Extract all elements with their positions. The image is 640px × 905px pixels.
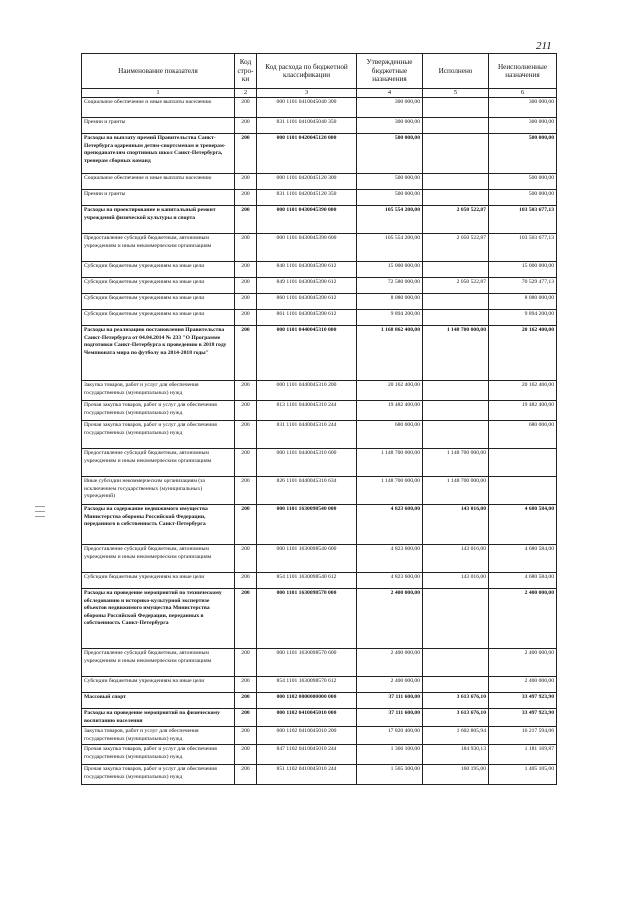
row-unexecuted: 20 162 400,00 [489, 326, 557, 381]
page-number: 211 [536, 40, 552, 52]
row-classification: 831 1101 0420045120 350 [257, 190, 357, 206]
header-classification: Код расхода по бюджетной классификации [257, 54, 357, 89]
column-number: 5 [423, 89, 489, 98]
row-name: Субсидии бюджетным учреждениям на иные цели [82, 573, 235, 589]
row-classification: 861 1101 0430045390 612 [257, 310, 357, 326]
row-unexecuted: 300 000,00 [489, 98, 557, 118]
row-code: 200 [235, 505, 257, 545]
table-row [82, 234, 557, 262]
row-name: Закупка товаров, работ и услуг для обеспечения государственных (муниципальных) нужд [82, 381, 235, 401]
row-classification: 000 1101 0430045390 000 [257, 206, 357, 234]
row-executed: 2 050 522,87 [423, 234, 489, 262]
table-row [82, 765, 557, 785]
row-executed: 3 613 676,10 [423, 693, 489, 709]
row-approved: 2 400 000,00 [357, 589, 423, 649]
row-code: 200 [235, 174, 257, 190]
table-row [82, 693, 557, 709]
row-classification: 000 1101 1630098570 000 [257, 589, 357, 649]
header-unexecuted: Неисполненные назначения [489, 54, 557, 89]
row-executed [423, 589, 489, 649]
row-unexecuted: 8 080 000,00 [489, 294, 557, 310]
row-name: Премии и гранты [82, 118, 235, 134]
row-approved: 500 000,00 [357, 174, 423, 190]
row-name: Прочая закупка товаров, работ и услуг для обеспечения государственных (муниципальных) нужд [82, 745, 235, 765]
row-name: Массовый спорт [82, 693, 235, 709]
column-number: 1 [82, 89, 235, 98]
row-approved: 680 000,00 [357, 421, 423, 449]
row-executed: 3 613 676,10 [423, 709, 489, 727]
table-row [82, 326, 557, 381]
table-row [82, 449, 557, 477]
row-classification: 000 1102 0000000000 000 [257, 693, 357, 709]
row-code: 200 [235, 727, 257, 745]
row-executed [423, 421, 489, 449]
row-executed [423, 134, 489, 174]
row-classification: 851 1102 0410045010 244 [257, 765, 357, 785]
row-name: Субсидии бюджетным учреждениям на иные цели [82, 677, 235, 693]
row-code: 200 [235, 134, 257, 174]
row-name: Расходы на содержание недвижимого имущества Министерства обороны Российской Федерации, переданного в собственность Санкт-Петербурга [82, 505, 235, 545]
row-name: Предоставление субсидий бюджетным, автономным учреждениям и иным некоммерческим организациям [82, 649, 235, 677]
row-code: 200 [235, 545, 257, 573]
row-name: Субсидии бюджетным учреждениям на иные цели [82, 262, 235, 278]
row-classification: 000 1101 0420045120 300 [257, 174, 357, 190]
row-unexecuted: 2 400 000,00 [489, 649, 557, 677]
row-unexecuted: 103 503 677,13 [489, 206, 557, 234]
row-approved: 9 894 200,00 [357, 310, 423, 326]
row-approved: 500 000,00 [357, 190, 423, 206]
row-classification: 000 1101 0440045310 600 [257, 449, 357, 477]
row-unexecuted: 4 680 584,00 [489, 573, 557, 589]
table-header-row [82, 54, 557, 89]
row-approved: 20 162 400,00 [357, 381, 423, 401]
row-classification: 849 1101 0430045390 612 [257, 278, 357, 294]
row-code: 200 [235, 709, 257, 727]
row-classification: 000 1101 1630098570 600 [257, 649, 357, 677]
table-row [82, 134, 557, 174]
row-approved: 1 148 700 000,00 [357, 477, 423, 505]
row-unexecuted: 33 497 923,90 [489, 709, 557, 727]
row-name: Расходы на выплату премий Правительства Санкт-Петербурга одаренным детям-спортсменам и тренерам-преподавателям спортивных школ Санкт-Петербурга, тренерам сборных команд [82, 134, 235, 174]
row-approved: 15 000 000,00 [357, 262, 423, 278]
row-classification: 831 1101 0440045310 244 [257, 421, 357, 449]
column-number: 4 [357, 89, 423, 98]
column-number: 3 [257, 89, 357, 98]
row-approved: 300 000,00 [357, 98, 423, 118]
row-executed [423, 262, 489, 278]
row-code: 200 [235, 278, 257, 294]
row-name: Прочая закупка товаров, работ и услуг для обеспечения государственных (муниципальных) нужд [82, 401, 235, 421]
row-name: Закупка товаров, работ и услуг для обеспечения государственных (муниципальных) нужд [82, 727, 235, 745]
row-unexecuted: 500 000,00 [489, 190, 557, 206]
row-approved: 17 820 400,00 [357, 727, 423, 745]
table-row [82, 477, 557, 505]
row-executed: 160 195,00 [423, 765, 489, 785]
row-approved: 1 565 300,00 [357, 765, 423, 785]
row-executed: 184 930,13 [423, 745, 489, 765]
row-classification: 000 1101 0410045040 300 [257, 98, 357, 118]
row-executed: 2 050 522,87 [423, 206, 489, 234]
row-classification: 000 1102 0410045010 000 [257, 709, 357, 727]
row-classification: 854 1101 1630098570 612 [257, 677, 357, 693]
table-row [82, 649, 557, 677]
row-executed [423, 174, 489, 190]
row-approved: 105 554 200,00 [357, 206, 423, 234]
table-row [82, 545, 557, 573]
row-executed [423, 118, 489, 134]
row-unexecuted: 4 680 584,00 [489, 545, 557, 573]
table-row [82, 206, 557, 234]
margin-handwritten-mark [33, 502, 47, 528]
row-approved: 19 482 400,00 [357, 401, 423, 421]
row-code: 200 [235, 477, 257, 505]
row-classification: 000 1101 0440045310 200 [257, 381, 357, 401]
row-code: 200 [235, 693, 257, 709]
row-approved: 500 000,00 [357, 134, 423, 174]
row-approved: 72 580 000,00 [357, 278, 423, 294]
row-unexecuted: 4 680 584,00 [489, 505, 557, 545]
row-executed: 1 148 700 000,00 [423, 477, 489, 505]
row-executed: 1 148 700 000,00 [423, 449, 489, 477]
row-executed: 1 602 805,94 [423, 727, 489, 745]
row-unexecuted: 16 217 594,06 [489, 727, 557, 745]
row-classification: 813 1101 0440045310 244 [257, 401, 357, 421]
row-name: Субсидии бюджетным учреждениям на иные цели [82, 278, 235, 294]
row-executed: 2 050 522,87 [423, 278, 489, 294]
table-row [82, 118, 557, 134]
row-approved: 1 148 700 000,00 [357, 449, 423, 477]
row-code: 200 [235, 381, 257, 401]
table-row [82, 573, 557, 589]
row-unexecuted [489, 477, 557, 505]
table-row [82, 310, 557, 326]
table-row [82, 98, 557, 118]
row-classification: 831 1101 0410045040 350 [257, 118, 357, 134]
row-approved: 1 366 100,00 [357, 745, 423, 765]
column-number-row [82, 89, 557, 98]
row-name: Расходы на проведение мероприятий по физическому воспитанию населения [82, 709, 235, 727]
table-row [82, 262, 557, 278]
row-executed: 1 148 700 000,00 [423, 326, 489, 381]
row-code: 200 [235, 765, 257, 785]
row-code: 200 [235, 326, 257, 381]
row-classification: 847 1102 0410045010 244 [257, 745, 357, 765]
row-name: Премии и гранты [82, 190, 235, 206]
row-approved: 2 400 000,00 [357, 649, 423, 677]
budget-execution-table [81, 53, 557, 785]
row-executed: 143 016,00 [423, 545, 489, 573]
table-row [82, 294, 557, 310]
row-code: 200 [235, 262, 257, 278]
row-classification: 000 1101 1630098540 000 [257, 505, 357, 545]
row-approved: 37 111 600,00 [357, 709, 423, 727]
row-executed [423, 677, 489, 693]
row-code: 200 [235, 118, 257, 134]
table-row [82, 174, 557, 190]
row-unexecuted: 1 181 169,87 [489, 745, 557, 765]
table-row [82, 421, 557, 449]
row-unexecuted: 19 482 400,00 [489, 401, 557, 421]
row-name: Социальное обеспечение и иные выплаты населению [82, 98, 235, 118]
header-approved: Утвержденные бюджетные назначения [357, 54, 423, 89]
row-executed [423, 98, 489, 118]
row-name: Субсидии бюджетным учреждениям на иные цели [82, 310, 235, 326]
table-row [82, 401, 557, 421]
row-code: 200 [235, 401, 257, 421]
row-approved: 37 111 600,00 [357, 693, 423, 709]
row-unexecuted: 300 000,00 [489, 118, 557, 134]
row-unexecuted: 2 400 000,00 [489, 589, 557, 649]
row-code: 200 [235, 677, 257, 693]
row-name: Субсидии бюджетным учреждениям на иные цели [82, 294, 235, 310]
row-unexecuted: 33 497 923,90 [489, 693, 557, 709]
header-code: Код стро-ки [235, 54, 257, 89]
row-approved: 1 168 862 400,00 [357, 326, 423, 381]
table-row [82, 381, 557, 401]
row-unexecuted: 20 162 400,00 [489, 381, 557, 401]
row-classification: 854 1101 1630098540 612 [257, 573, 357, 589]
table-row [82, 190, 557, 206]
row-classification: 848 1101 0430045390 612 [257, 262, 357, 278]
row-code: 200 [235, 310, 257, 326]
table-row [82, 709, 557, 727]
row-approved: 8 080 000,00 [357, 294, 423, 310]
row-code: 200 [235, 649, 257, 677]
row-approved: 4 823 600,00 [357, 545, 423, 573]
header-executed: Исполнено [423, 54, 489, 89]
row-code: 200 [235, 745, 257, 765]
row-unexecuted: 70 529 477,13 [489, 278, 557, 294]
row-code: 200 [235, 190, 257, 206]
table-row [82, 727, 557, 745]
row-name: Прочая закупка товаров, работ и услуг для обеспечения государственных (муниципальных) нужд [82, 765, 235, 785]
row-unexecuted: 2 400 000,00 [489, 677, 557, 693]
column-number: 6 [489, 89, 557, 98]
row-code: 200 [235, 449, 257, 477]
table-row [82, 677, 557, 693]
row-name: Расходы на проектирование и капитальный ремонт учреждений физической культуры и спорта [82, 206, 235, 234]
row-name: Расходы на реализацию постановления Правительства Санкт-Петербурга от 04.04.2014 № 233 "О Программе подготовки Санкт-Петербурга к проведению в 2018 году Чемпионата мира по футболу на 2014-2018 годы" [82, 326, 235, 381]
row-code: 200 [235, 573, 257, 589]
table-row [82, 505, 557, 545]
row-code: 200 [235, 206, 257, 234]
row-executed: 143 016,00 [423, 505, 489, 545]
row-executed [423, 381, 489, 401]
row-approved: 4 823 600,00 [357, 505, 423, 545]
row-name: Иные субсидии некоммерческим организациям (за исключением государственных (муниципальных) учреждений) [82, 477, 235, 505]
table-row [82, 589, 557, 649]
row-classification: 000 1101 0420045120 000 [257, 134, 357, 174]
row-unexecuted: 15 000 000,00 [489, 262, 557, 278]
row-unexecuted: 500 000,00 [489, 134, 557, 174]
row-unexecuted: 500 000,00 [489, 174, 557, 190]
row-executed [423, 649, 489, 677]
row-unexecuted: 680 000,00 [489, 421, 557, 449]
row-unexecuted [489, 449, 557, 477]
table-row [82, 278, 557, 294]
row-executed: 143 016,00 [423, 573, 489, 589]
row-classification: 826 1101 0440045310 634 [257, 477, 357, 505]
row-classification: 000 1101 1630098540 600 [257, 545, 357, 573]
row-classification: 000 1101 0430045390 600 [257, 234, 357, 262]
row-name: Предоставление субсидий бюджетным, автономным учреждениям и иным некоммерческим организациям [82, 545, 235, 573]
row-name: Предоставление субсидий бюджетным, автономным учреждениям и иным некоммерческим организациям [82, 449, 235, 477]
row-approved: 300 000,00 [357, 118, 423, 134]
row-classification: 000 1102 0410045010 200 [257, 727, 357, 745]
row-unexecuted: 9 894 200,00 [489, 310, 557, 326]
header-name: Наименование показателя [82, 54, 235, 89]
row-name: Прочая закупка товаров, работ и услуг для обеспечения государственных (муниципальных) нужд [82, 421, 235, 449]
row-name: Предоставление субсидий бюджетным, автономным учреждениям и иным некоммерческим организациям [82, 234, 235, 262]
row-code: 200 [235, 589, 257, 649]
row-executed [423, 401, 489, 421]
row-executed [423, 310, 489, 326]
row-code: 200 [235, 294, 257, 310]
row-classification: 860 1101 0430045390 612 [257, 294, 357, 310]
row-code: 200 [235, 98, 257, 118]
row-approved: 2 400 000,00 [357, 677, 423, 693]
row-executed [423, 190, 489, 206]
row-classification: 000 1101 0440045310 000 [257, 326, 357, 381]
row-unexecuted: 1 405 105,00 [489, 765, 557, 785]
row-name: Расходы на проведение мероприятий по техническому обследованию и историко-культурной экспертизе объектов недвижимого имущества Министерства обороны Российской Федерации, переданных в собственность Санкт-Петербурга [82, 589, 235, 649]
row-approved: 4 823 600,00 [357, 573, 423, 589]
row-approved: 105 554 200,00 [357, 234, 423, 262]
row-unexecuted: 103 503 677,13 [489, 234, 557, 262]
row-name: Социальное обеспечение и иные выплаты населению [82, 174, 235, 190]
row-code: 200 [235, 421, 257, 449]
table-row [82, 745, 557, 765]
row-executed [423, 294, 489, 310]
row-code: 200 [235, 234, 257, 262]
column-number: 2 [235, 89, 257, 98]
